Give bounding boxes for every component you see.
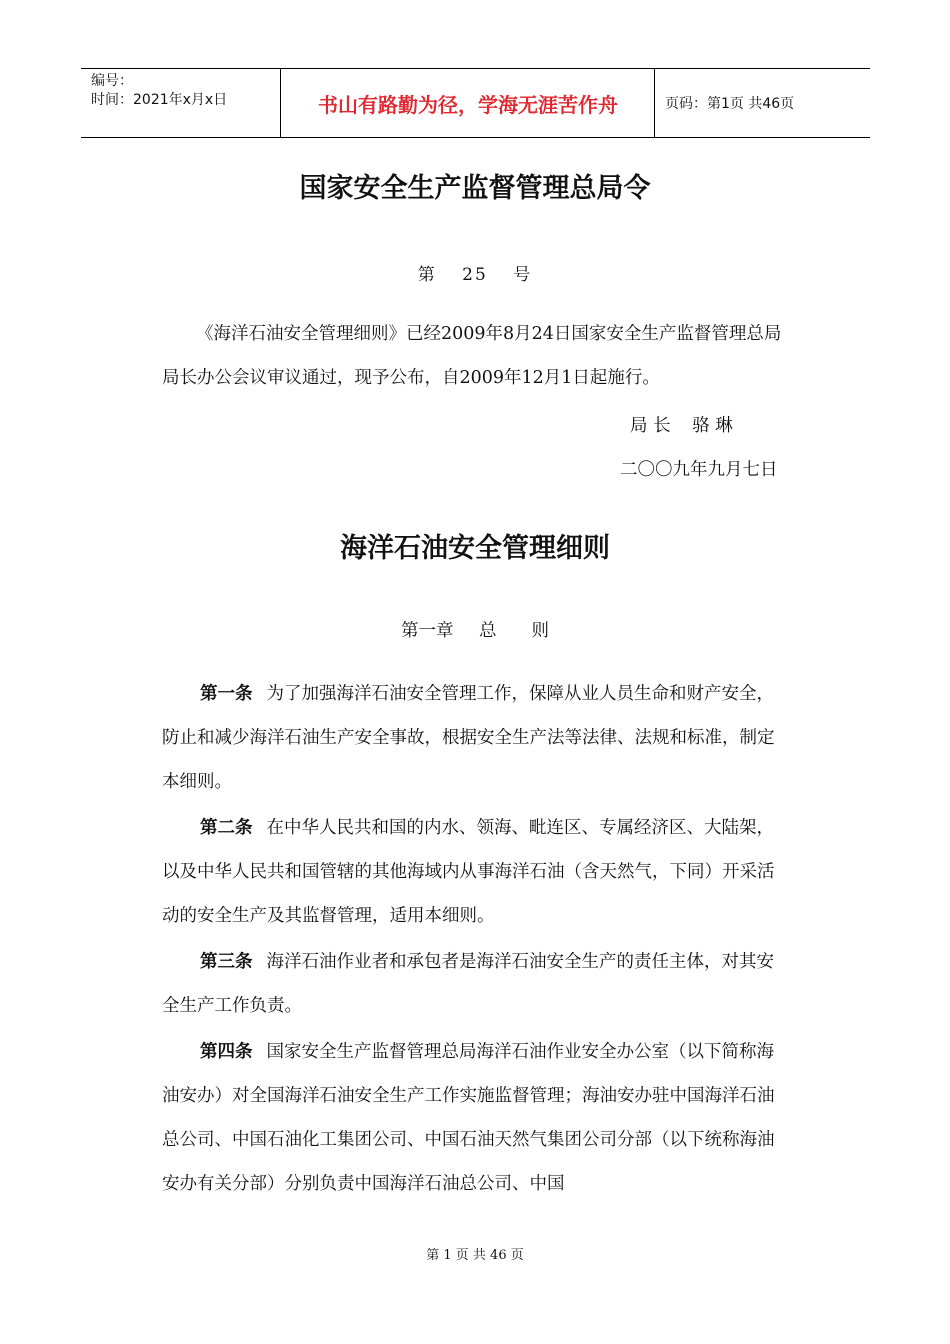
header-motto: 书山有路勤为径，学海无涯苦作舟 <box>282 69 655 137</box>
article-label: 第一条 <box>200 684 253 704</box>
article-label: 第四条 <box>200 1042 253 1062</box>
article-label: 第二条 <box>200 818 253 838</box>
rules-title: 海洋石油安全管理细则 <box>340 533 610 564</box>
chapter-label: 第一章 <box>400 621 454 641</box>
signature-name: 骆 琳 <box>692 416 733 436</box>
signature <box>630 404 749 448</box>
article <box>162 672 790 804</box>
time-label: 时间：2021年x月x日 <box>91 92 228 108</box>
order-intro: 《海洋石油安全管理细则》已经2009年8月24日国家安全生产监督管理总局局长办公会议审议通过，现予公布，自2009年12月1日起施行。 <box>162 324 782 388</box>
header-meta-cell <box>81 69 281 137</box>
order-date: 二〇〇九年九月七日 <box>620 460 778 480</box>
header-page-info: 页码：第1页 共46页 <box>665 96 795 112</box>
article <box>162 940 790 1028</box>
document-header <box>81 68 870 138</box>
number-label: 编号： <box>91 73 133 89</box>
signature-title: 局 长 <box>630 416 671 436</box>
order-number-prefix: 第 <box>417 265 437 285</box>
article-text: 国家安全生产监督管理总局海洋石油作业安全办公室（以下简称海油安办）对全国海洋石油安全生产工作实施监督管理；海油安办驻中国海洋石油总公司、中国石油化工集团公司、中国石油天然气集团公司分部（以下统称海油安办有关分部）分别负责中国海洋石油总公司、中国 <box>162 1042 775 1194</box>
article-text: 海洋石油作业者和承包者是海洋石油安全生产的责任主体，对其安全生产工作负责。 <box>162 952 774 1016</box>
chapter-title: 总 则 <box>479 621 550 641</box>
article-text: 在中华人民共和国的内水、领海、毗连区、专属经济区、大陆架，以及中华人民共和国管辖的其他海域内从事海洋石油（含天然气，下同）开采活动的安全生产及其监督管理，适用本细则。 <box>162 818 775 926</box>
article <box>162 806 790 938</box>
page-footer: 第 1 页 共 46 页 <box>426 1248 524 1263</box>
order-title: 国家安全生产监督管理总局令 <box>299 173 651 204</box>
article-text: 为了加强海洋石油安全管理工作，保障从业人员生命和财产安全，防止和减少海洋石油生产安全事故，根据安全生产法等法律、法规和标准，制定本细则。 <box>162 684 775 792</box>
article-label: 第三条 <box>200 952 253 972</box>
chapter-heading <box>0 614 950 648</box>
order-number <box>0 260 950 285</box>
order-number-suffix: 号 <box>513 265 533 285</box>
article <box>162 1030 790 1206</box>
order-number-value: 25 <box>462 265 488 285</box>
